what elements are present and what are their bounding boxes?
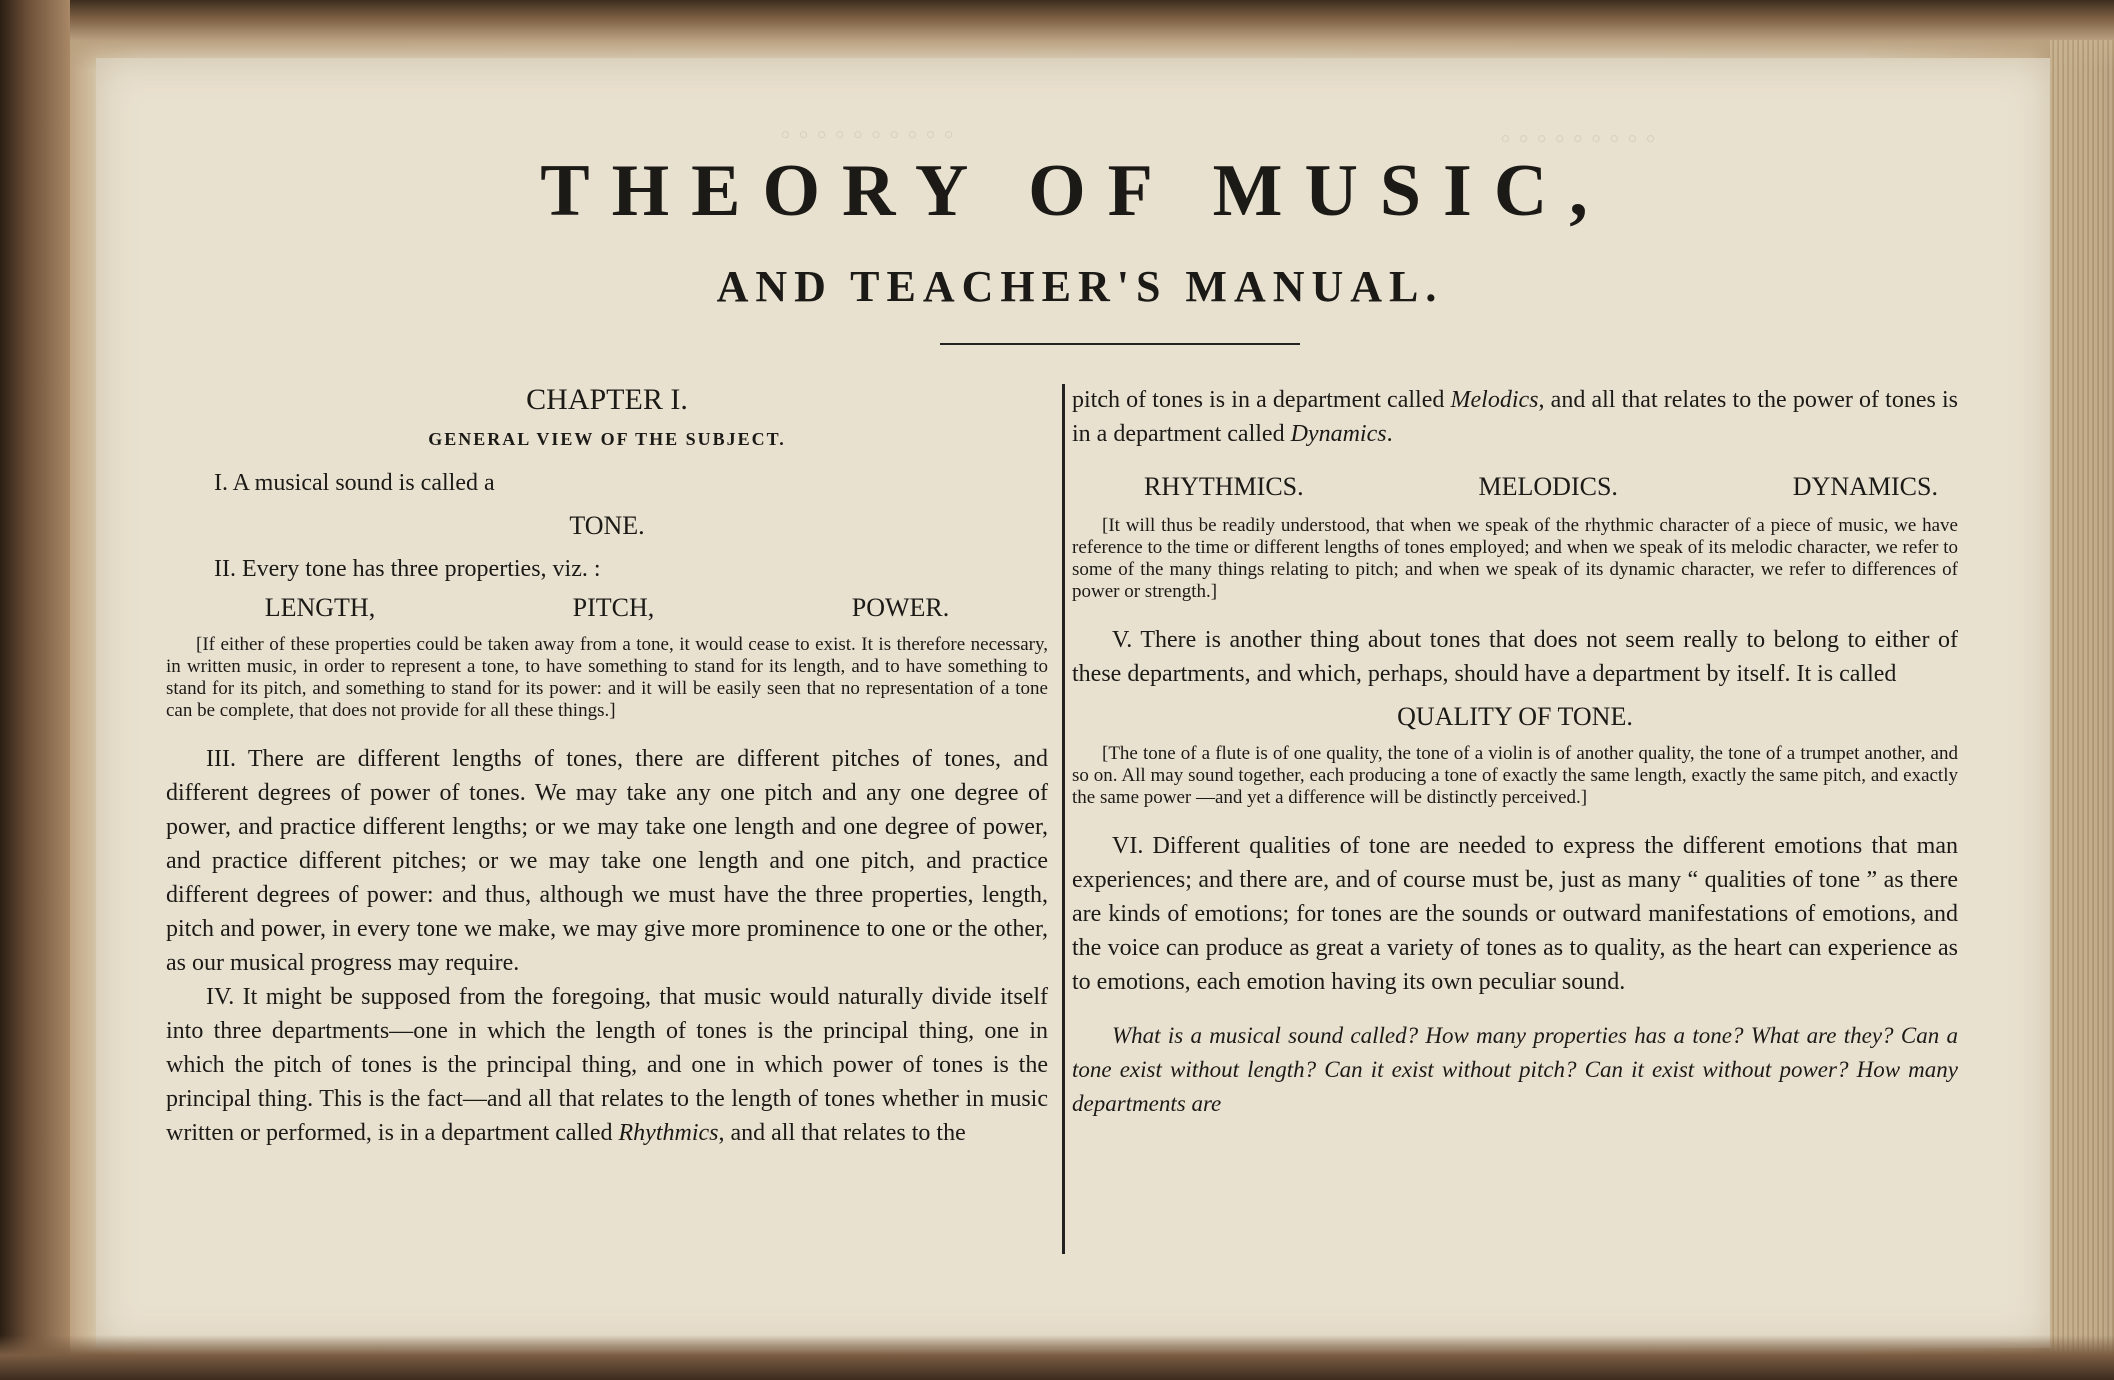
page-stack-edge	[2050, 40, 2114, 1360]
title-rule	[940, 343, 1300, 345]
book-subtitle: AND TEACHER'S MANUAL.	[716, 262, 1444, 311]
right-column	[1072, 383, 1958, 1121]
bleed-through-text: ◦ ◦ ◦ ◦ ◦ ◦ ◦ ◦ ◦	[1500, 122, 1656, 155]
review-questions: What is a musical sound called? How many properties has a tone? What are they? Can a tone exist without length? Can it exist without pitch? Can it exist without power? How many departments are	[1072, 1023, 1958, 1116]
quality-of-tone-term: QUALITY OF TONE.	[1397, 702, 1633, 731]
note-departments: [It will thus be readily understood, that when we speak of the rhythmic character of a piece of music, we have reference to the time or different lengths of tones employed; and when we speak of its melodic character, we refer to some of the many things relating to pitch; and when we speak of its dynamic character, we refer to differences of power or strength.]	[1072, 515, 1958, 602]
book-bottom-edge	[0, 1335, 2114, 1380]
note-quality: [The tone of a flute is of one quality, the tone of a violin is of another quality, the tone of a trumpet another, and so on. All may sound together, each producing a tone of exactly the same length, exactly the same pitch, and exactly the same power —and yet a difference will be distinctly perceived.]	[1072, 743, 1958, 808]
paragraph-iii: III. There are different lengths of tones, there are different pitches of tones, and different degrees of power of tones. We may take any one pitch and any one degree of power, and practice different lengths; or we may take one length and one degree of power, and practice different pitches; or we may take one length and one pitch, and practice different degrees of power: and thus, although we must have the three properties, length, pitch and power, in every tone we make, we may give more prominence to one or the other, as our musical progress may require.	[166, 746, 1048, 976]
tone-term: TONE.	[569, 511, 645, 540]
chapter-subheading: GENERAL VIEW OF THE SUBJECT.	[428, 429, 786, 449]
bleed-through-text: ◦ ◦ ◦ ◦ ◦ ◦ ◦ ◦ ◦ ◦	[780, 118, 954, 151]
department-melodics: MELODICS.	[1478, 472, 1618, 501]
paragraph-i: I. A musical sound is called a	[214, 470, 495, 496]
term-melodics: Melodics	[1450, 387, 1539, 413]
property-power: POWER.	[851, 593, 950, 622]
paragraph-v: V. There is another thing about tones that does not seem really to belong to either of these departments, and which, perhaps, should have a department by itself. It is called	[1072, 627, 1958, 687]
paragraph-iv-text: IV. It might be supposed from the foregoing, that music would naturally divide itself into three departments—one in which the length of tones is the principal thing, one in which the pitch of tones is the principal thing, and one in which power of tones is the principal thing. This is the fact—and all that relates to the length of tones whether in music written or performed, is in a department called	[166, 984, 1048, 1146]
department-rhythmics: RHYTHMICS.	[1144, 472, 1304, 501]
chapter-heading: CHAPTER I.	[526, 383, 688, 416]
book-spine	[0, 0, 70, 1380]
properties-list	[166, 592, 1048, 624]
term-dynamics: Dynamics	[1290, 421, 1387, 447]
left-column	[166, 383, 1048, 1150]
continuation-text-b: , and all that relates to the power of tones is in a department called	[1072, 387, 1958, 447]
book-title: THEORY OF MUSIC,	[540, 150, 1610, 232]
department-dynamics: DYNAMICS.	[1792, 472, 1938, 501]
paragraph-vi: VI. Different qualities of tone are needed to express the different emotions that man experiences; and there are, and of course must be, just as many “ qualities of tone ” as there are kinds of emotions; for tones are the sounds or outward manifestations of emotions, and the voice can produce as great a variety of tones as to quality, as the heart can experience as to emotions, each emotion having its own peculiar sound.	[1072, 833, 1958, 995]
continuation-text-a: pitch of tones is in a department called	[1072, 387, 1451, 413]
property-pitch: PITCH,	[572, 593, 655, 622]
paragraph-iv-continued	[1072, 383, 1958, 451]
column-divider	[1062, 384, 1065, 1254]
paragraph-iv-tail: , and all that relates to the	[718, 1120, 966, 1146]
paragraph-iv	[166, 980, 1048, 1150]
property-length: LENGTH,	[264, 593, 376, 622]
continuation-text-c: .	[1386, 421, 1393, 447]
departments-list	[1072, 471, 1958, 503]
term-rhythmics: Rhythmics	[618, 1120, 719, 1146]
note-properties: [If either of these properties could be taken away from a tone, it would cease to exist. It is therefore necessary, in written music, in order to represent a tone, to have something to stand for its length, and to have something to stand for its pitch, and something to stand for its power: and it will be easily seen that no representation of a tone can be complete, that does not provide for all these things.]	[166, 634, 1048, 721]
paragraph-ii: II. Every tone has three properties, viz. :	[214, 556, 601, 582]
